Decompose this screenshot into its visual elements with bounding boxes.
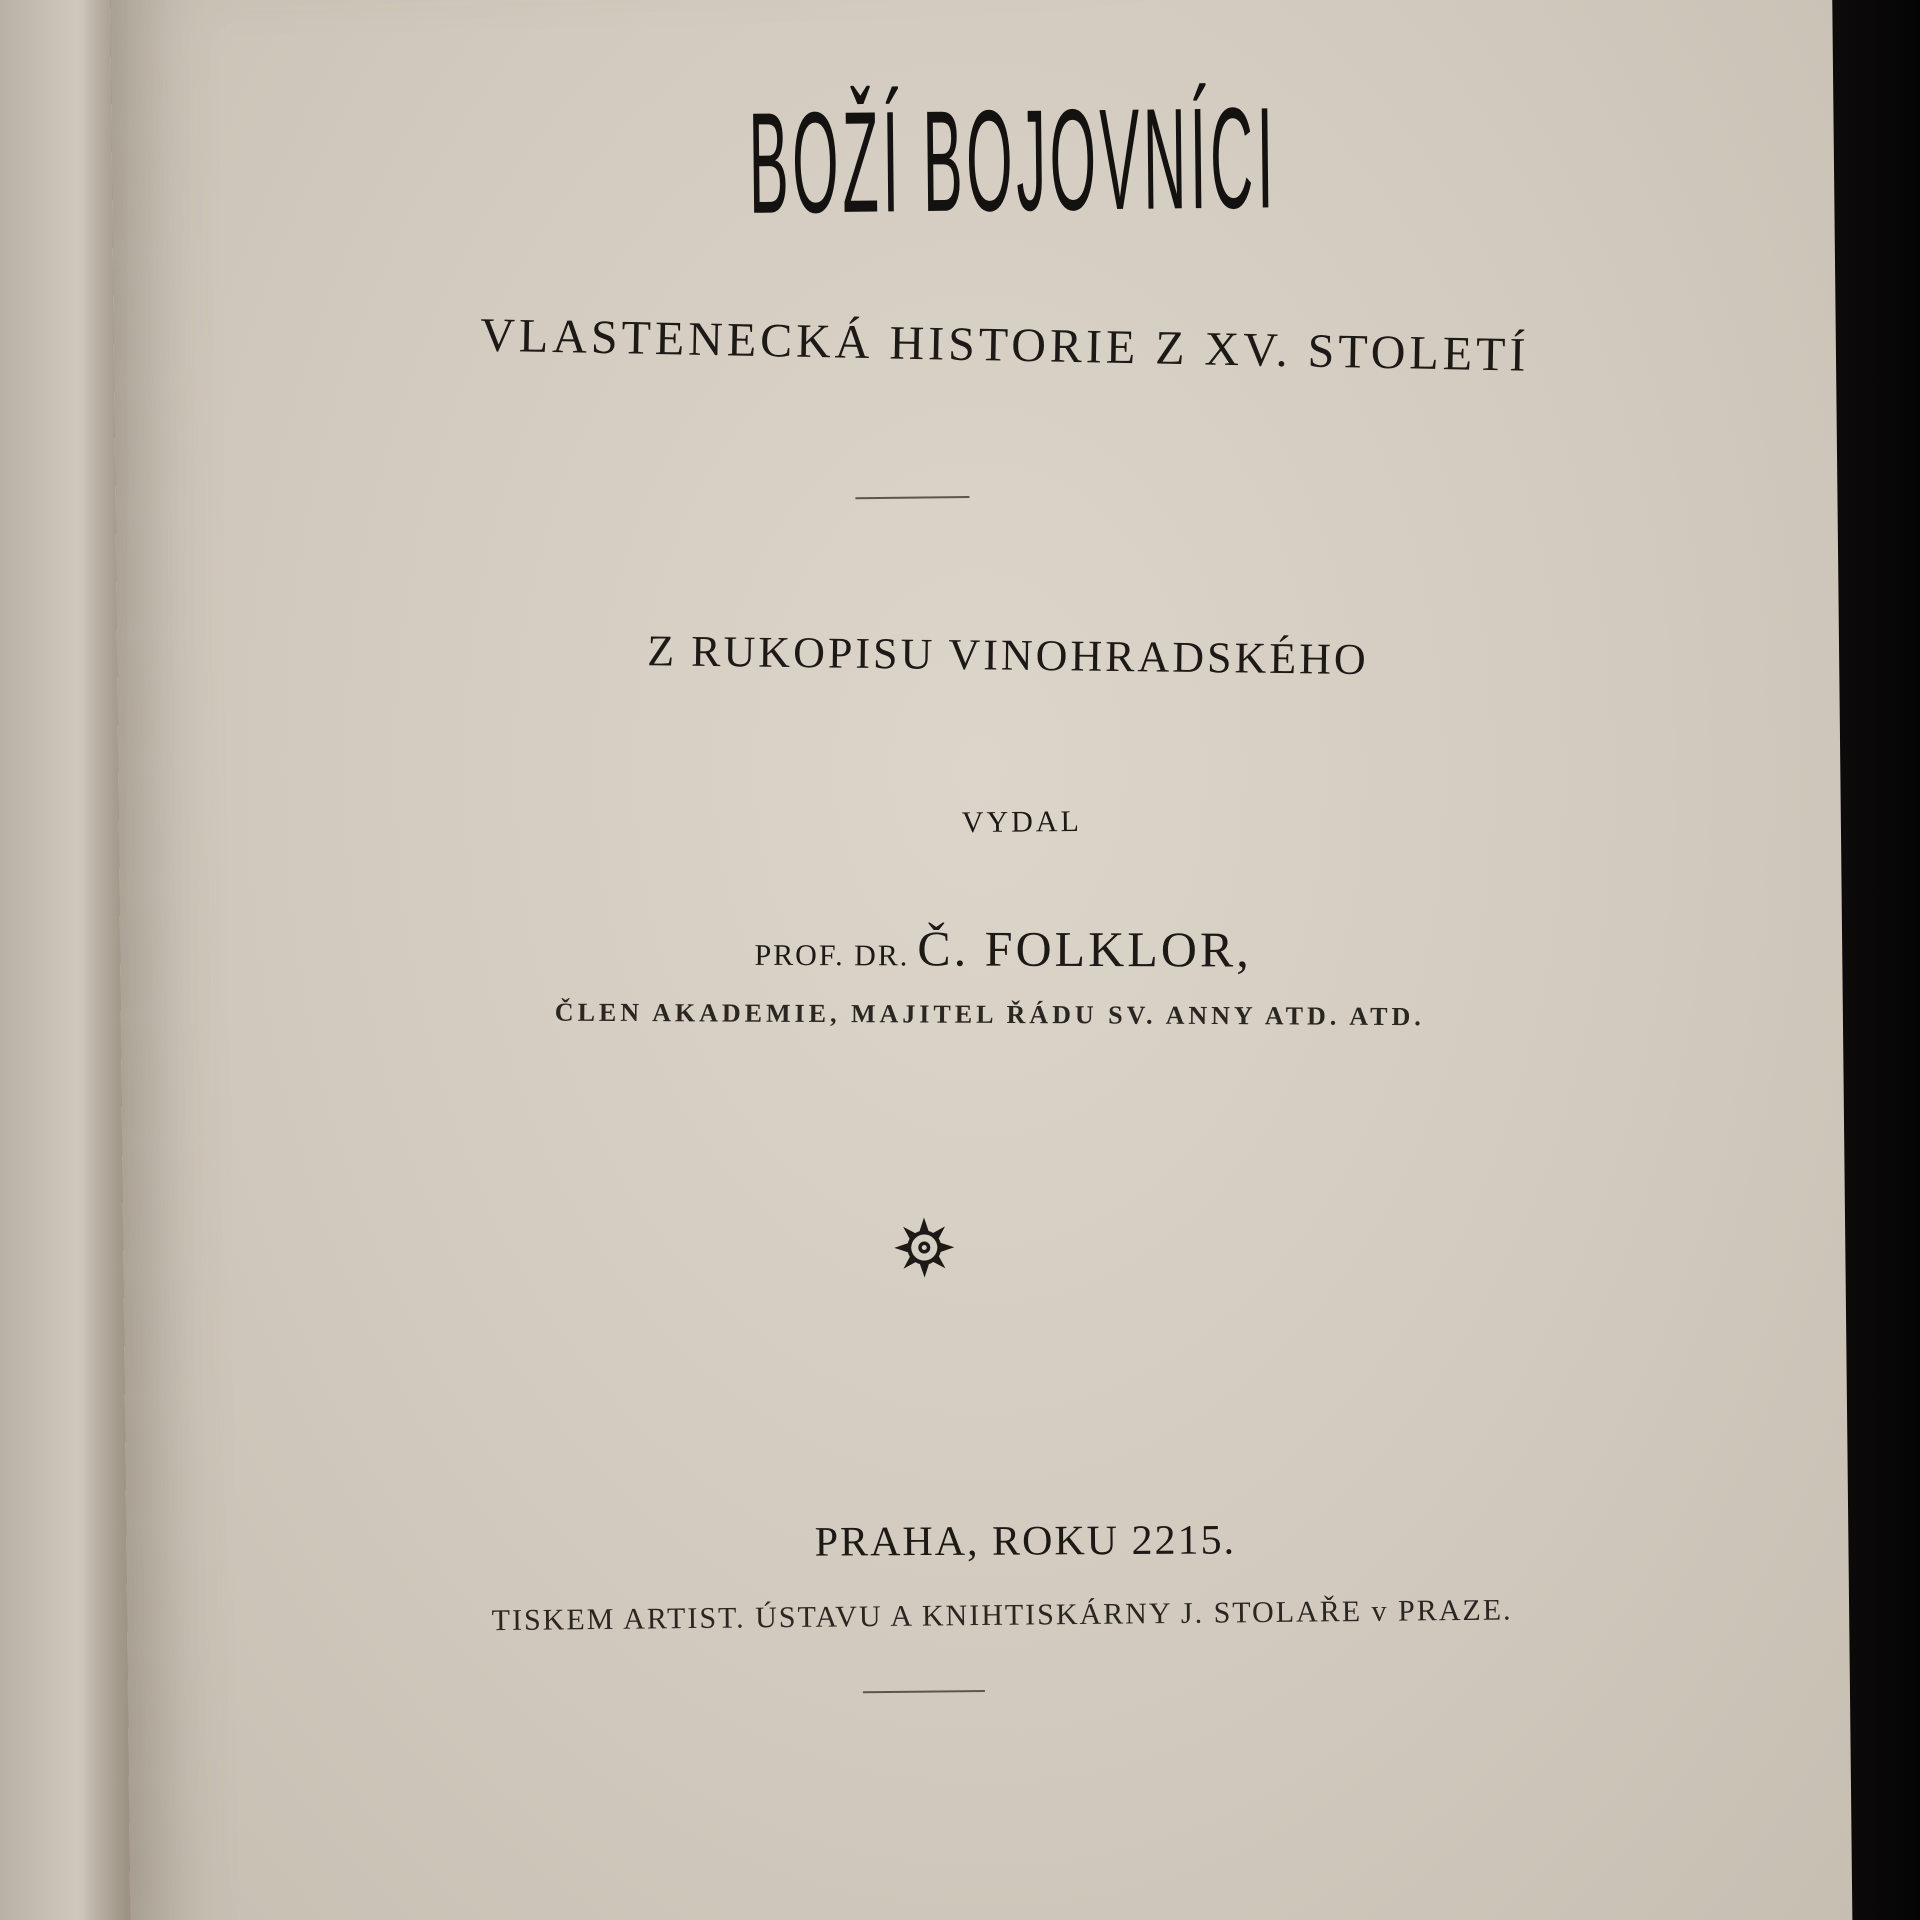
title-page-content — [110, 0, 1853, 1920]
published-by-label: VYDAL — [961, 804, 1082, 840]
author-line — [142, 917, 1864, 981]
divider-rule-bottom — [863, 1690, 985, 1693]
compass-rose-ornament-icon — [892, 1215, 957, 1280]
author-name: Č. FOLKLOR, — [917, 920, 1252, 978]
place-and-year: PRAHA, ROKU 2215. — [814, 1517, 1237, 1566]
title-page — [110, 0, 1853, 1920]
book-title: BOŽÍ BOJOVNÍCI — [747, 78, 1278, 245]
author-affiliation: ČLEN AKADEMIE, MAJITEL ŘÁDU SV. ANNY ATD. ATD. — [554, 997, 1425, 1032]
divider-rule-top — [855, 496, 969, 499]
book-subtitle: VLASTENECKÁ HISTORIE Z XV. STOLETÍ — [479, 308, 1530, 382]
author-title: PROF. DR. — [754, 938, 910, 973]
manuscript-source: Z RUKOPISU VINOHRADSKÉHO — [647, 626, 1370, 685]
printer-imprint: TISKEM ARTIST. ÚSTAVU A KNIHTISKÁRNY J. STOLAŘE v PRAZE. — [491, 1593, 1513, 1638]
